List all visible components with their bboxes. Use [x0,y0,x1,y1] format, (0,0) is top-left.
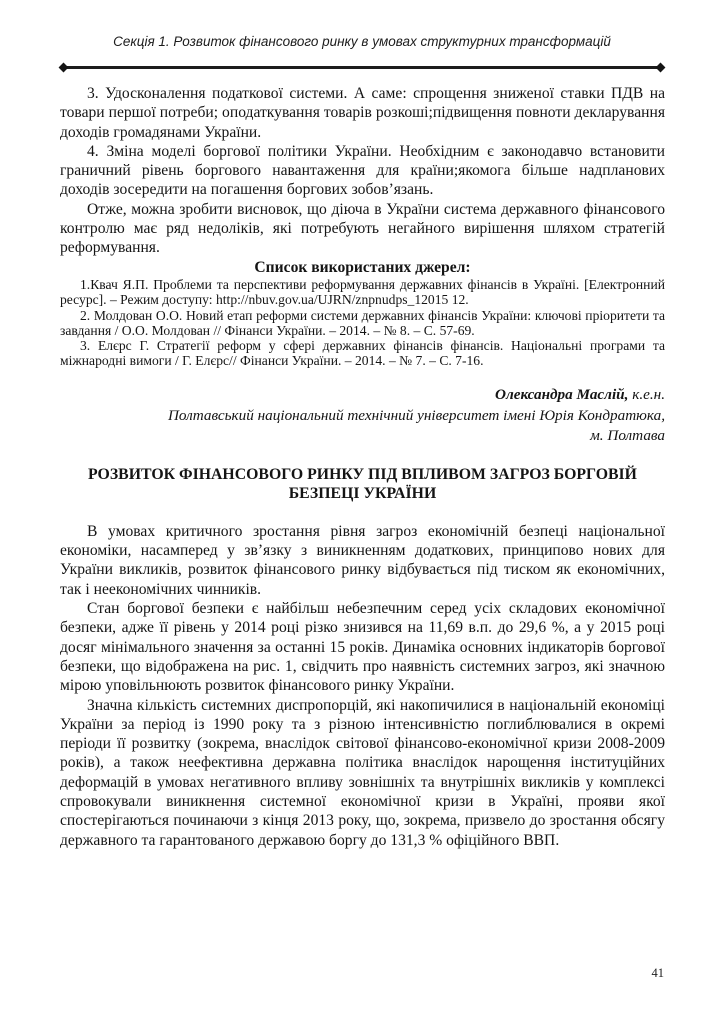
paragraph-debt-policy: 4. Зміна моделі боргової політики України. Необхідним є законодавчо встановити граничний рівень боргового навантаження для країни;якомога більше надпланових доходів зосередити на погашення боргових зобов’язань. [60,142,665,199]
article-paragraph-1: В умовах критичного зростання рівня загроз економічній безпеці національної економіки, насамперед у зв’язку з виникненням додаткових, принципово нових для України викликів, розвиток фінансового ринку відбувається під тиском як економічних, так і неекономічних чинників. [60,522,665,598]
reference-item-2: 2. Молдован О.О. Новий етап реформи системи державних фінансів України: ключові пріоритети та завдання / О.О. Молдован // Фінанси України. – 2014. – № 8. – С. 57-69. [60,307,665,338]
running-header: Секція 1. Розвиток фінансового ринку в умовах структурних трансформацій [113,34,611,49]
author-name-line [60,385,665,406]
article-paragraph-2: Стан боргової безпеки є найбільш небезпечним серед усіх складових економічної безпеки, адже її рівень у 2014 році різко знизився на 11,69 в.п. до 29,6 %, а у 2015 році досяг мінімального значення за останні 15 років. Динаміка основних індикаторів боргової безпеки, що відображена на рис. 1, свідчить про наявність системних загроз, які значною мірою уповільнюють розвиток фінансового ринку України. [60,600,665,695]
page-content [0,84,724,850]
reference-item-1: 1.Квач Я.П. Проблеми та перспективи реформування державних фінансів в Україні. [Електронний ресурс]. – Режим доступу: http://nbuv.gov.ua/UJRN/znpnudps_12015 12. [60,277,665,308]
author-degree: к.е.н. [628,386,665,404]
page-number: 41 [651,966,664,980]
article-title: РОЗВИТОК ФІНАНСОВОГО РИНКУ ПІД ВПЛИВОМ ЗАГРОЗ БОРГОВІЙ БЕЗПЕЦІ УКРАЇНИ [88,465,637,503]
divider-rule [65,66,659,68]
header-divider [60,63,664,72]
article-paragraph-3: Значна кількість системних диспропорцій, які накопичилися в національній економіці України за період із 1990 року та з різною інтенсивністю поглиблювалися в окремі періоди її розвитку (зокрема, внаслідок світової фінансово-економічної кризи 2008-2009 років), а також неефективна державна політика внаслідок нарощення інституційних деформацій в умовах негативного впливу зовнішніх та внутрішніх викликів у комплексі спровокували виникнення системної економічної кризи в Україні, прояви якої спостерігаються починаючи з кінця 2013 року, що, зокрема, призвело до зростання обсягу державного та гарантованого державою боргу до 131,3 % офіційного ВВП. [60,696,665,849]
divider-diamond-right-icon [656,63,666,73]
author-city: м. Полтава [590,427,665,445]
author-block [60,385,665,447]
paragraph-conclusion: Отже, можна зробити висновок, що діюча в України система державного фінансового контролю має ряд недоліків, які потребують негайного вирішення шляхом стратегій реформування. [60,200,665,257]
divider-diamond-left-icon [59,63,69,73]
author-name: Олександра Маслій, [495,386,629,404]
author-affiliation: Полтавський національний технічний університет імені Юрія Кондратюка, [167,406,665,424]
references-heading: Список використаних джерел: [254,258,471,276]
paragraph-tax-system: 3. Удосконалення податкової системи. А саме: спрощення зниженої ставки ПДВ на товари першої потреби; оподаткування товарів розкоші;підвищення повноти декларування доходів громадянами України. [60,85,665,141]
reference-item-3: 3. Елєрс Г. Стратегії реформ у сфері державних фінансів фінансів. Національні програми та міжнародні вимоги / Г. Елєрс// Фінанси України. – 2014. – № 7. – С. 7-16. [60,337,665,369]
